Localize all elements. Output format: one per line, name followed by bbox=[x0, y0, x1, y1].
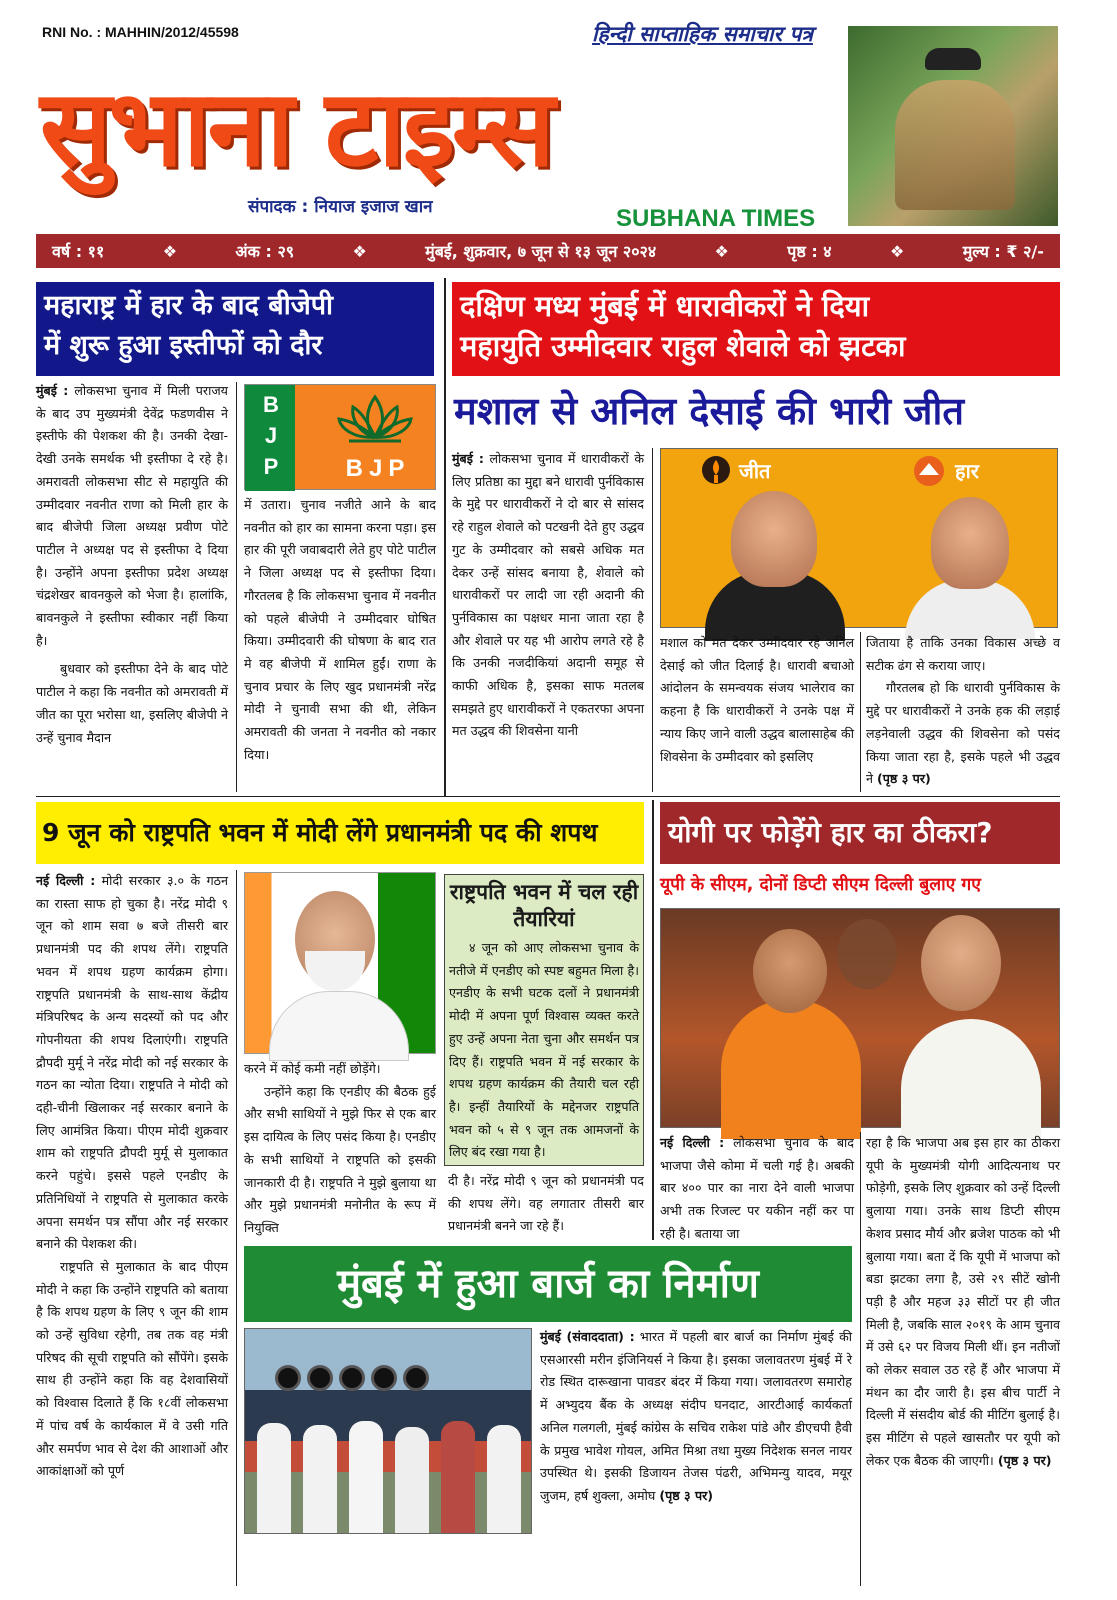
story1-headline bbox=[36, 282, 434, 376]
tagline: हिन्दी साप्ताहिक समाचार पत्र bbox=[592, 21, 813, 46]
story1-column2: में उतारा। चुनाव नजीते आने के बाद नवनीत को हार का सामना करना पड़ा। इस हार की पूरी जवाबदारी लेते हुए पोटे पाटील ने जिला अध्यक्ष पद से इस्तीफा दिया। गौरतलब है कि लोकसभा चुनाव में नवनीत को पहले बीजेपी ने उम्मीदवार घोषित किया। उम्मीदवारी की घोषणा के बाद रात मे वह बीजेपी में शामिल हुईं। राणा के चुनाव प्रचार के लिए खुद प्रधानमंत्री नरेंद्र मोदी ने चुनावी सभा की थी, लेकिन अमरावती की जनता ने नवनीत को नकार दिया। bbox=[244, 497, 436, 762]
page-label: पृष्ठ : ४ bbox=[787, 242, 832, 261]
separator: ❖ bbox=[162, 241, 178, 261]
dateline: मुंबई : bbox=[452, 451, 484, 466]
story4-column1: नई दिल्ली : लोकसभा चुनाव के बाद भाजपा जैसे कोमा में चली गई है। अबकी बार ४०० पार का नारा देने वाली भाजपा अभी तक रिजल्ट पर यकीन नहीं कर पा रही है। बताया जा bbox=[660, 1135, 854, 1241]
shivsena-icon bbox=[913, 455, 945, 487]
election-result-photo bbox=[660, 448, 1058, 628]
rni-number: RNI No. : MAHHIN/2012/45598 bbox=[42, 24, 239, 40]
story3-column3: दी है। नरेंद्र मोदी ९ जून को प्रधानमंत्री पद की शपथ लेंगे। वह लगातार तीसरी बार प्रधानमंत्री बनने जा रहे हैं। bbox=[448, 1173, 644, 1234]
story3-column1: नई दिल्ली : मोदी सरकार ३.० के गठन का रास्ता साफ हो चुका है। नरेंद्र मोदी ९ जून को शाम सवा ७ बजे तीसरी बार प्रधानमंत्री पद की शपथ लेंगे। राष्ट्रपति भवन में शपथ ग्रहण कार्यक्रम होगा। राष्ट्रपति प्रधानमंत्री के साथ-साथ केंद्रीय मंत्रिपरिषद के अन्य सदस्यों को पद और गोपनीयता की शपथ दिलाएंगी। राष्ट्रपति द्रौपदी मुर्मू ने नरेंद्र मोदी को नई सरकार के गठन का न्योता दिया। राष्ट्रपति ने मोदी को दही-चीनी खिलाकर नई सरकार बनाने के लिए आमंत्रित किया। पीएम मोदी शुक्रवार शाम को राष्ट्रपति द्रौपदी मुर्मू से मुलाकात करने पहुंचे। इससे पहले एनडीए के प्रतिनिधियों ने राष्ट्रपति से मुलाकात करके अपना समर्थन पत्र सौंपा और नई सरकार बनाने की पेशकश की। राष्ट्रपति से मुलाकात के बाद पीएम मोदी ने कहा कि उन्होंने राष्ट्रपति को बताया है कि शपथ ग्रहण के लिए ९ जून की शाम को उन्हें सुविधा रहेगी, तब तक वह मंत्री परिषद की सूची राष्ट्रपति को सौंपेंगे। इसके साथ ही उन्होंने कहा कि वह देशवासियों को विश्वास दिलाते हैं कि १८वीं लोकसभा में पांच वर्ष के कार्यकाल में वे उसी गति और समर्पण भाव से देश की आशाओं और आकांक्षाओं को पूर्ण bbox=[36, 873, 228, 1479]
story1-headline-line1: महाराष्ट्र में हार के बाद बीजेपी bbox=[44, 290, 334, 321]
dateline: नई दिल्ली : bbox=[660, 1135, 725, 1150]
continued-label: (पृष्ठ ३ पर) bbox=[997, 1452, 1052, 1468]
loss-label: हार bbox=[955, 459, 979, 483]
story1-headline-line2: में शुरू हुआ इस्तीफों को दौर bbox=[44, 330, 323, 361]
officer-figure bbox=[895, 80, 1015, 210]
bjp-logo: B J P BJP bbox=[244, 384, 436, 490]
story2-column1: मुंबई : लोकसभा चुनाव में धारावीकरों के लिए प्रतिष्ठा का मुद्दा बने धारावी पुर्नविकास के मुद्दे पर धारावीकरों ने दो बार से सांसद रहे राहुल शेवाले को पटखनी देते हुए उद्धव गुट के उम्मीदवार को सबसे अधिक मत देकर उन्हें सांसद बनाया है, शेवाले को धारावीकरों पर लादी जा रही अदानी की पुर्नविकास का पक्षधर माना जाता रहा है और शेवाले पर यह भी आरोप लगते रहे है कि उनकी नजदीकियां अदानी समूह से काफी अधिक है, इसका साफ मतलब समझते हुए धारावीकरों ने एकतरफा अपना मत उद्धव की शिवसेना यानी bbox=[452, 451, 644, 739]
column-divider bbox=[860, 632, 861, 792]
story2-column3: जिताया है ताकि उनका विकास अच्छे व सटीक ढंग से कराया जाए। गौरतलब हो कि धारावी पुर्नविकास के मुद्दे पर धारावीकरों ने उनके हक की लड़ाई लड़नेवाली उद्धव की शिवसेना को पसंद किया जाता रहा है, इसके पहले भी उद्धव ने (पृष्ठ ३ पर) bbox=[866, 635, 1060, 787]
issue-label: अंक : २९ bbox=[235, 242, 295, 261]
column-divider bbox=[652, 800, 654, 1240]
winner-face bbox=[731, 491, 817, 587]
story5-body: मुंबई (संवाददाता) : भारत में पहली बार बार्ज का निर्माण मुंबई की एसआरसी मरीन इंजिनियर्स ने किया है। इसका जलावतरण मुंबई में रे रोड स्थित दारूखाना पावडर बंदर में किया गया। जलावतरण समारोह में अभ्युदय बैंक के अध्यक्ष संदीप घनदाट, आरटीआई कार्यकर्ता अनिल गलगली, मुंबई कांग्रेस के सचिव राकेश पांडे और डीएचपी हैवी के प्रमुख भावेश गोयल, अमित मिश्रा तथा मुख्य निदेशक सनल नायर उपस्थित थे। इसकी डिजायन तेजस पंढरी, अभिमन्यु यादव, मयूर जुजम, हर्ष शुक्ला, अमोघ (पृष्ठ ३ पर) bbox=[540, 1329, 853, 1503]
story2-column2: मशाल को मत देकर उम्मीदवार रहे अनिल देसाई को जीत दिलाई है। धारावी बचाओ आंदोलन के समन्वयक संजय भालेराव का कहना है कि धारावीकरों ने उनके पक्ष में न्याय किए जाने वाली उद्धव बालासाहेब की शिवसेना के उम्मीदवार को इसलिए bbox=[660, 635, 854, 764]
story4-column2: रहा है कि भाजपा अब इस हार का ठीकरा यूपी के मुख्यमंत्री योगी आदित्यनाथ पर फोड़ेगी, इसके लिए शुक्रवार को उन्हें दिल्ली बुलाया गया। उनके साथ डिप्टी सीएम केशव प्रसाद मौर्य और ब्रजेश पाठक को भी बुलाया गया। बता दें कि यूपी में भाजपा को बडा झटका लगा है, उसे २९ सीटें खोनी पड़ी है और महज ३३ सीटों पर ही जीत मिली है, जबकि साल २०१९ के आम चुनाव में उसे ६२ पर विजय मिली थीं। इन नतीजों को लेकर सवाल उठ रहे हैं और भाजपा में मंथन का दौर जारी है। इस बीच पार्टी ने दिल्ली में संसदीय बोर्ड की मीटिंग बुलाई है। इस मीटिंग से पहले खासतौर पर यूपी को लेकर एक बैठक की जाएगी। (पृष्ठ ३ पर) bbox=[866, 1135, 1060, 1468]
story1-column1: मुंबई : लोकसभा चुनाव में मिली पराजय के बाद उप मुख्यमंत्री देवेंद्र फडणवीस ने इस्तीफे की पेशकश की है। उनकी देखा-देखी उनके समर्थक भी इस्तीफा दे रहे है। अमरावती लोकसभा सीट से महायुति की उम्मीदवार नवनीत राणा को मिली हार के बाद बीजेपी जिला अध्यक्ष प्रवीण पोटे पाटील ने अध्यक्ष पद से इस्तीफा दे दिया है। उन्होंने अपना इस्तीफा प्रदेश अध्यक्ष चंद्रशेखर बावनकुले को भेजा है। हालांकि, बावनकुले ने इस्तीफा स्वीकार नहीं किया है। बुधवार को इस्तीफा देने के बाद पोटे पाटील ने कहा कि नवनीत को अमरावती में जीत का पूरा भरोसा था, इसलिए बीजेपी ने उन्हें चुनाव मैदान bbox=[36, 383, 228, 745]
separator: ❖ bbox=[352, 241, 367, 261]
torch-icon bbox=[701, 455, 731, 487]
price-label: मुल्य : ₹ २/- bbox=[962, 242, 1044, 261]
sidebar-text: ४ जून को आए लोकसभा चुनाव के नतीजे में एनडीए को स्पष्ट बहुमत मिला है। एनडीए के सभी घटक दलों ने प्रधानमंत्री मोदी में अपना पूर्ण विश्वास व्यक्त करते हुए उन्हें अपना नेता चुना और समर्थन पत्र दिए हैं। राष्ट्रपति भवन में नई सरकार के शपथ ग्रहण कार्यक्रम की तैयारी चल रही है। इन्हीं तैयारियों के मद्देनजर राष्ट्रपति भवन को ५ से ९ जून तक आमजनों के लिए बंद रखा गया है। bbox=[449, 940, 639, 1160]
story2-headline-line1: दक्षिण मध्य मुंबई में धारावीकरों ने दिया bbox=[460, 289, 870, 323]
story1-paragraph: बुधवार को इस्तीफा देने के बाद पोटे पाटील ने कहा कि नवनीत को अमरावती में जीत का पूरा भरोसा था, इसलिए बीजेपी ने उन्हें चुनाव मैदान bbox=[36, 661, 228, 745]
barge-photo bbox=[244, 1328, 532, 1534]
story2-headline-line2: महायुति उम्मीदवार राहुल शेवाले को झटका bbox=[460, 329, 906, 363]
date-label: मुंबई, शुक्रवार, ७ जून से १३ जून २०२४ bbox=[425, 242, 657, 261]
english-title: SUBHANA TIMES bbox=[616, 205, 816, 232]
story2-subheadline: मशाल से अनिल देसाई की भारी जीत bbox=[454, 389, 964, 433]
story3-column2: करने में कोई कमी नहीं छोड़ेंगे। उन्होंने कहा कि एनडीए की बैठक हुई और सभी साथियों ने मुझे फिर से एक बार इस दायित्व के लिए पसंद किया है। एनडीए के सभी साथियों ने राष्ट्रपति को इसकी जानकारी दी है। राष्ट्रपति ने मुझे बुलाया था और मुझे प्रधानमंत्री मनोनीत के रूप में नियुक्ति bbox=[244, 1061, 436, 1235]
sidebar-box bbox=[444, 874, 644, 1166]
editor-name: संपादक : नियाज इजाज खान bbox=[248, 197, 433, 217]
column-divider bbox=[236, 382, 237, 792]
sidebar-title: राष्ट्रपति भवन में चल रही तैयारियां bbox=[449, 880, 639, 931]
story5-headline: मुंबई में हुआ बार्ज का निर्माण bbox=[244, 1246, 852, 1322]
dateline: नई दिल्ली : bbox=[36, 873, 96, 888]
column-divider bbox=[236, 870, 237, 1586]
story4-subheadline: यूपी के सीएम, दोनों डिप्टी सीएम दिल्ली बुलाए गए bbox=[660, 875, 981, 895]
column-divider bbox=[652, 448, 653, 792]
lotus-icon bbox=[335, 393, 415, 445]
officer-cap-icon bbox=[925, 48, 981, 70]
story4-headline: योगी पर फोड़ेंगे हार का ठीकरा? bbox=[660, 802, 1060, 864]
separator: ❖ bbox=[714, 241, 729, 261]
column-divider bbox=[860, 1132, 861, 1586]
section-divider bbox=[36, 796, 1060, 797]
year-label: वर्ष : ११ bbox=[52, 242, 105, 261]
loser-face bbox=[931, 497, 1009, 589]
modi-photo bbox=[244, 872, 436, 1054]
continued-label: (पृष्ठ ३ पर) bbox=[877, 771, 931, 787]
win-label: जीत bbox=[739, 459, 771, 483]
issue-info-strip bbox=[36, 234, 1060, 268]
continued-label: (पृष्ठ ३ पर) bbox=[659, 1487, 714, 1503]
dateline: मुंबई (संवाददाता) : bbox=[540, 1329, 635, 1344]
separator: ❖ bbox=[889, 241, 905, 261]
story3-headline: 9 जून को राष्ट्रपति भवन में मोदी लेंगे प्रधानमंत्री पद की शपथ bbox=[36, 802, 644, 864]
yogi-modi-photo bbox=[660, 908, 1060, 1128]
story2-headline bbox=[452, 282, 1060, 376]
column-divider bbox=[444, 278, 446, 796]
bjp-text: BJP bbox=[345, 455, 411, 482]
dateline: मुंबई : bbox=[36, 383, 69, 398]
newspaper-title: सुभाना टाइम्स bbox=[40, 65, 552, 190]
